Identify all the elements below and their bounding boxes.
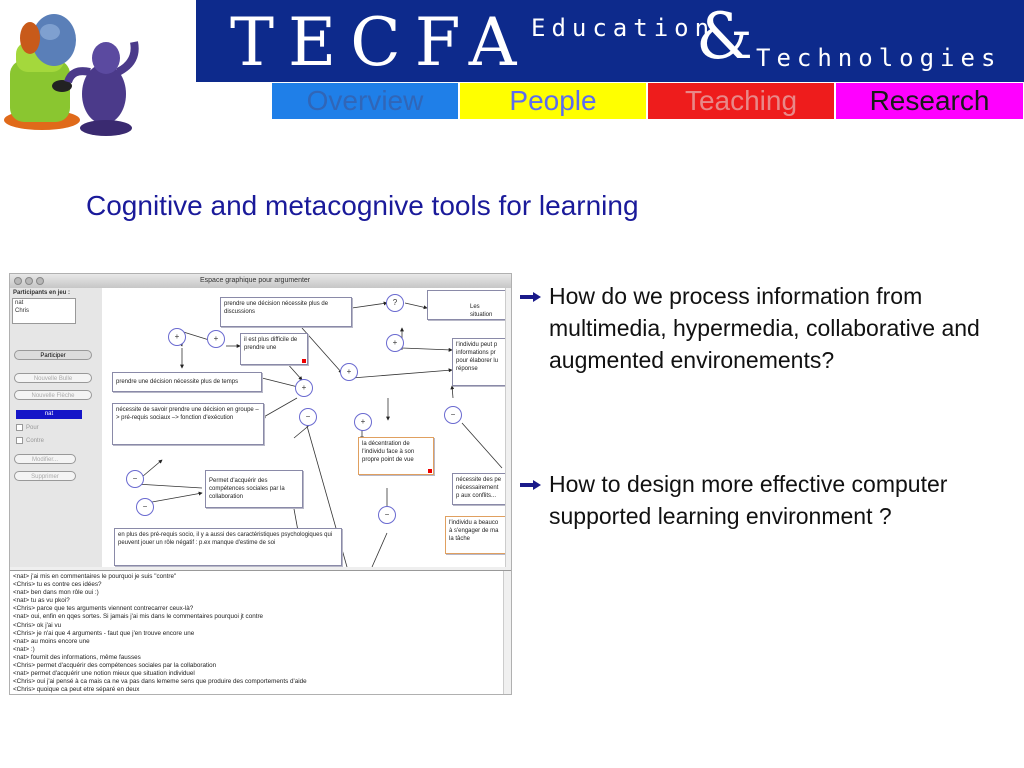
bullet-text: How to design more effective computer supported learning environment ?	[549, 471, 948, 529]
minus-node-icon[interactable]: −	[378, 506, 396, 524]
argument-node[interactable]: l'individu a beauco à s'engager de ma la tâche	[445, 516, 505, 554]
minus-node-icon[interactable]: −	[126, 470, 144, 488]
pour-checkbox[interactable]	[16, 424, 39, 431]
chat-line: <Chris> tu es contre ces idées?	[13, 581, 102, 589]
chat-lines	[13, 573, 307, 694]
page-title: Cognitive and metacognive tools for learning	[86, 190, 639, 221]
chat-line: <Chris> parce que tes arguments viennent contrecarrer ceux-là?	[13, 605, 194, 613]
tagline-education: Education	[531, 14, 716, 42]
question-node-icon[interactable]: ?	[386, 294, 404, 312]
tagline-technologies: Technologies	[756, 44, 1002, 72]
participants-list[interactable]	[12, 298, 76, 324]
chat-line: <Chris> oui j'ai pensé à ca mais ca ne va pas dans lememe sens que produire des comportements d'aide	[13, 678, 307, 686]
arrow-bullet-icon	[520, 292, 542, 302]
argument-node[interactable]: prendre une décision nécessite plus de temps	[112, 372, 262, 392]
pour-label: Pour	[26, 424, 39, 431]
nav-tab-research[interactable]: Research	[835, 82, 1024, 120]
participants-sidebar	[10, 288, 102, 567]
new-bubble-button[interactable]: Nouvelle Bulle	[14, 373, 92, 383]
zoom-window-icon	[36, 277, 44, 285]
plus-node-icon[interactable]: +	[207, 330, 225, 348]
plus-node-icon[interactable]: +	[168, 328, 186, 346]
nav-tab-teaching[interactable]: Teaching	[647, 82, 835, 120]
plus-node-icon[interactable]: +	[354, 413, 372, 431]
chat-scrollbar[interactable]	[503, 571, 511, 695]
chat-line: <nat> tu as vu pkoi?	[13, 597, 70, 605]
argument-node[interactable]: l'individu peut p informations pr pour élaborer lu réponse	[452, 338, 505, 386]
mascot-illustration	[2, 2, 162, 142]
minus-node-icon[interactable]: −	[136, 498, 154, 516]
minimize-window-icon	[25, 277, 33, 285]
brand-title: TECFA	[230, 4, 531, 81]
participants-label: Participants en jeu :	[13, 290, 71, 296]
header-banner	[196, 0, 1024, 82]
canvas-scrollbar[interactable]	[505, 288, 512, 567]
chat-log[interactable]	[10, 570, 511, 695]
main-nav	[271, 82, 1024, 120]
close-window-icon	[14, 277, 22, 285]
argument-node[interactable]: nécessite de savoir prendre une décision en groupe –> pré-requis sociaux –> fonction d'exécution	[112, 403, 264, 445]
argument-node[interactable]: en plus des pré-requis socio, il y a aussi des caractéristiques psychologiques qui peuvent jouer un rôle négatif : p.ex manque d'estime de soi	[114, 528, 342, 566]
chat-line: <nat> oui, enfin en qqes sortes. Si jamais j'ai mis dans le commentaires pourquoi jt contre	[13, 613, 264, 621]
app-screenshot	[9, 273, 512, 695]
chat-line: <nat> :)	[13, 645, 35, 653]
tagline-ampersand: &	[696, 0, 753, 74]
chat-line: <Chris> permet d'acquérir des compétences sociales par la collaboration	[13, 662, 217, 670]
argument-node[interactable]: il est plus difficile de prendre une	[240, 333, 308, 365]
participant-item[interactable]: nat	[15, 300, 24, 306]
plus-node-icon[interactable]: +	[386, 334, 404, 352]
nav-tab-people[interactable]: People	[459, 82, 647, 120]
new-arrow-button[interactable]: Nouvelle Flèche	[14, 390, 92, 400]
chat-line: <nat> au moins encore une	[13, 637, 90, 645]
argument-node[interactable]: nécessite des pe nécessairement p aux conflits...	[452, 473, 505, 505]
bullet-text: How do we process information from multimedia, hypermedia, collaborative and augmented environements?	[549, 283, 980, 373]
arrow-bullet-icon	[520, 480, 542, 490]
plus-node-icon[interactable]: +	[295, 379, 313, 397]
plus-node-icon[interactable]: +	[340, 363, 358, 381]
argument-node[interactable]: prendre une décision nécessite plus de discussions	[220, 297, 352, 327]
argument-graph-canvas[interactable]	[102, 288, 505, 567]
checkbox-icon[interactable]	[16, 424, 23, 431]
participate-button[interactable]: Participer	[14, 350, 92, 360]
delete-button[interactable]: Supprimer	[14, 471, 76, 481]
chat-line: <nat> permet d'acquérir une notion mieux que situation individuel	[13, 670, 195, 678]
window-title: Espace graphique pour argumenter	[200, 277, 311, 284]
chat-line: <Chris> ok j'ai vu	[13, 621, 62, 629]
chat-line: <Chris> quoique ca peut etre séparé en deux	[13, 686, 140, 694]
chat-line: <nat> j'ai mis en commentaires le pourquoi je suis "contre"	[13, 573, 177, 580]
argument-node[interactable]: la décentration de l'individu face à son propre point de vue	[358, 437, 434, 475]
window-titlebar	[10, 274, 511, 289]
checkbox-icon[interactable]	[16, 437, 23, 444]
contre-label: Contre	[26, 437, 45, 444]
nav-tab-overview[interactable]: Overview	[271, 82, 459, 120]
participant-item[interactable]: Chris	[15, 308, 30, 314]
chat-line: <nat> fournit des informations, même fausses	[13, 653, 141, 661]
chat-line: <nat> ben dans mon rôle oui :)	[13, 589, 99, 597]
modify-button[interactable]: Modifier...	[14, 454, 76, 464]
chat-line: <Chris> je n'ai que 4 arguments - faut que j'en trouve encore une	[13, 629, 195, 637]
contre-checkbox[interactable]	[16, 437, 44, 444]
argument-node[interactable]: Les situation	[427, 290, 505, 320]
argument-node[interactable]: Permet d'acquérir des compétences sociales par la collaboration	[205, 470, 303, 508]
minus-node-icon[interactable]: −	[299, 408, 317, 426]
selected-user[interactable]: nat	[16, 410, 82, 419]
minus-node-icon[interactable]: −	[444, 406, 462, 424]
